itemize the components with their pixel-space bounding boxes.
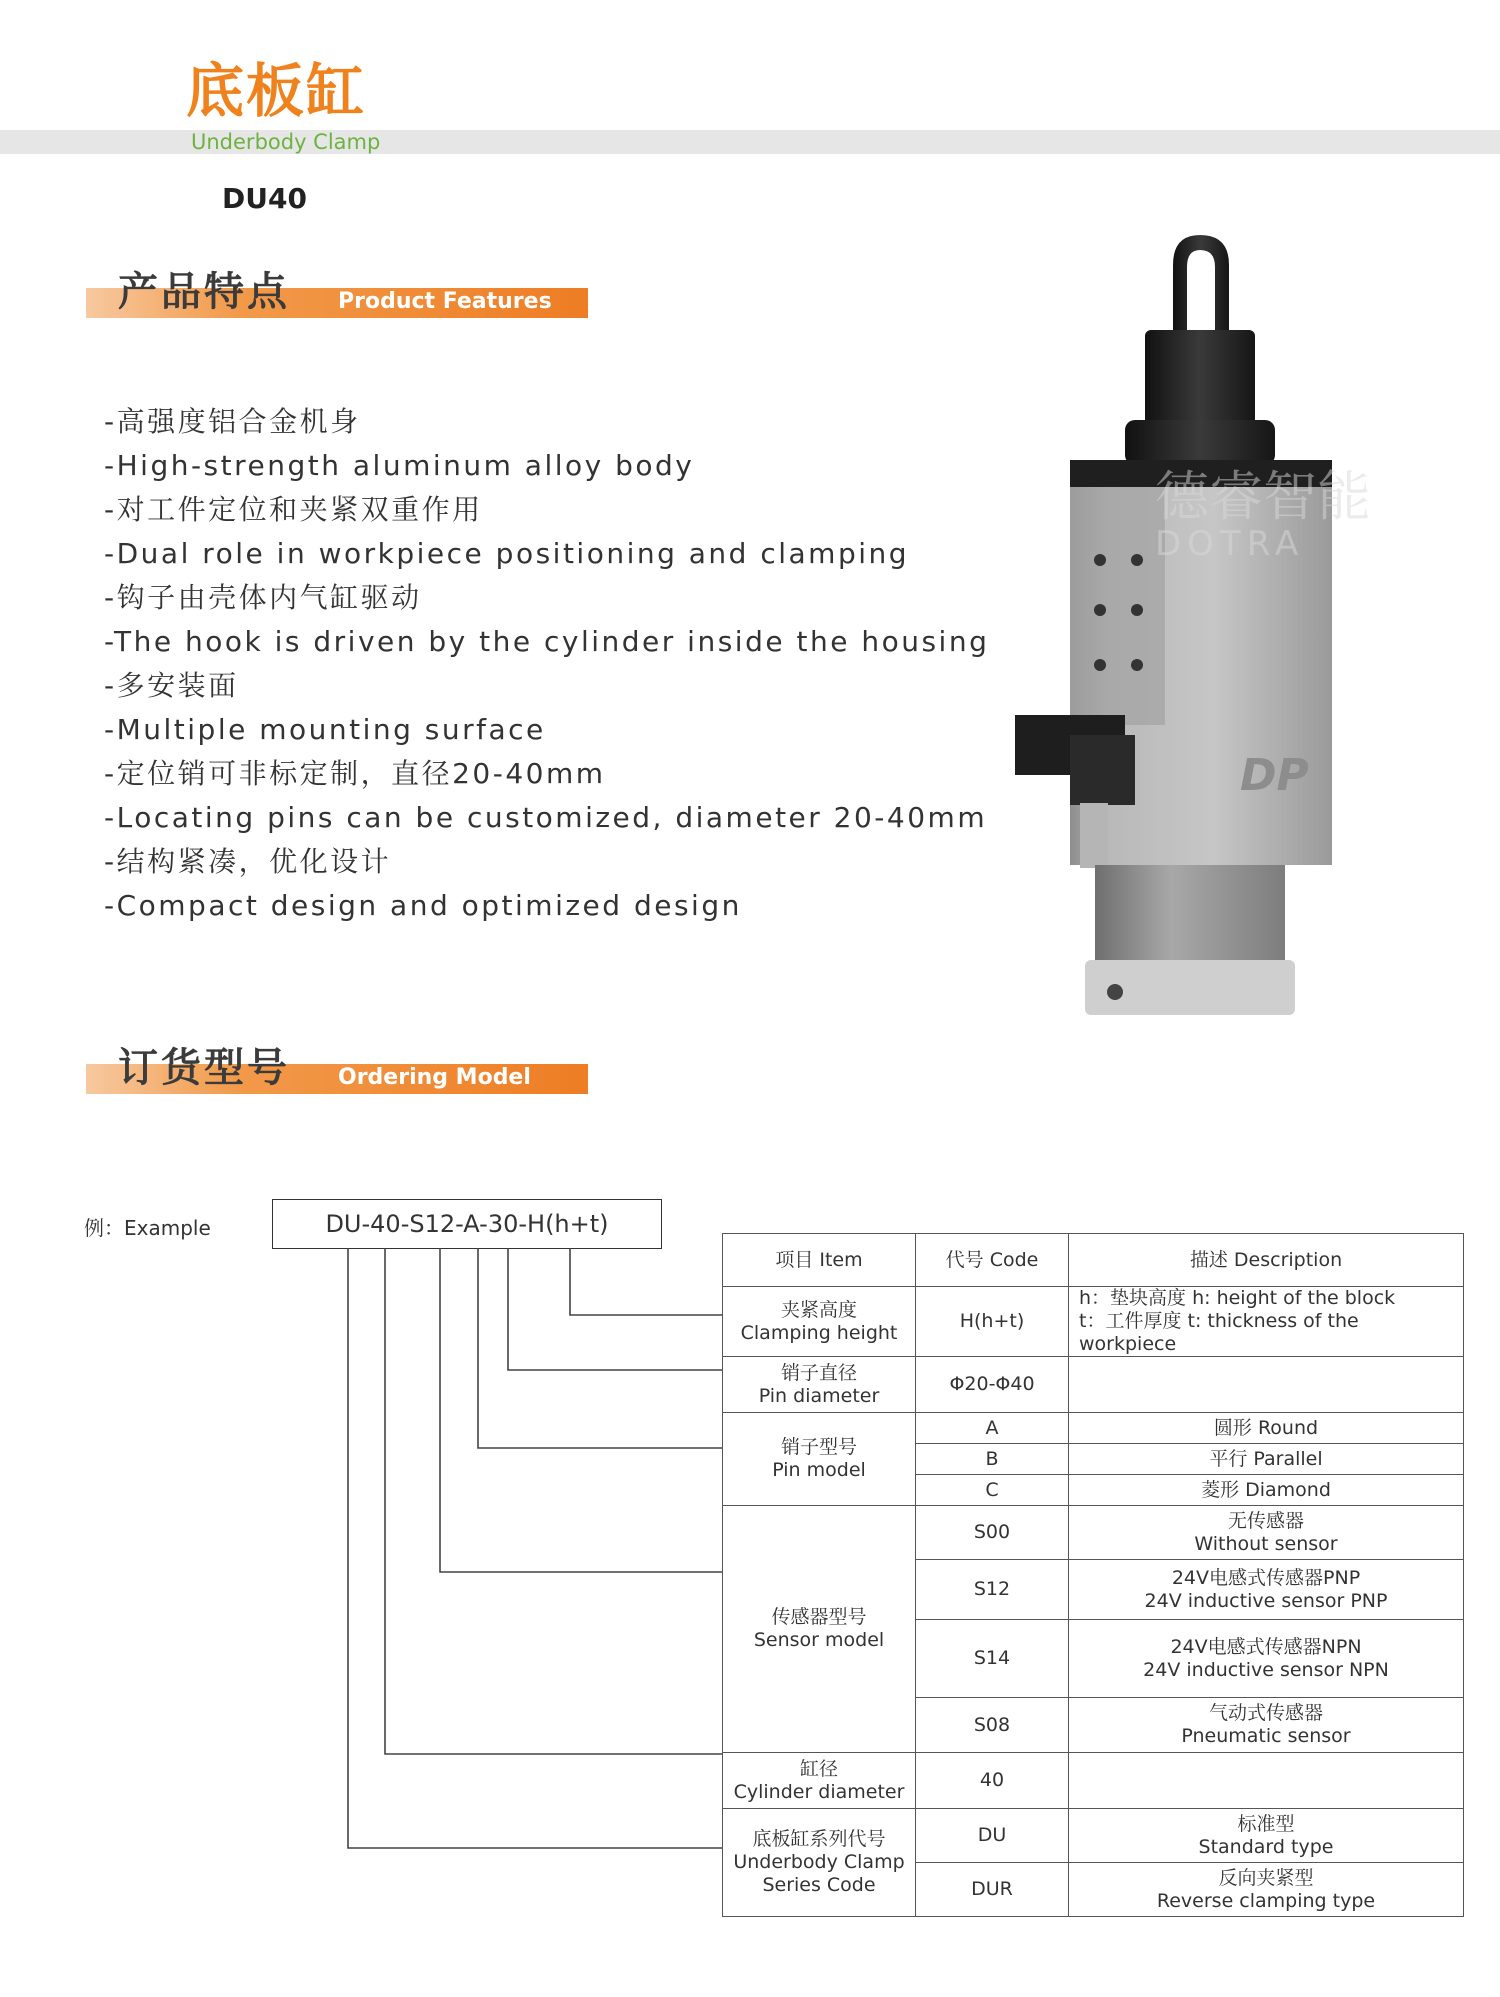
feature-item: -多安装面 [104, 669, 239, 702]
feature-item: -结构紧凑，优化设计 [104, 845, 392, 878]
svg-text:DP: DP [1240, 750, 1309, 801]
page-title: 底板缸 [186, 57, 367, 125]
connector-clamping [570, 1248, 722, 1315]
watermark-en: DOTRA [1155, 524, 1305, 564]
feature-item: -定位销可非标定制，直径20-40mm [104, 757, 606, 790]
feature-item: -The hook is driven by the cylinder inside the housing [104, 625, 990, 658]
table-row: C 菱形 Diamond [723, 1475, 1464, 1506]
feature-item: -Dual role in workpiece positioning and clamping [104, 537, 910, 570]
connector-pin-model [478, 1248, 722, 1448]
table-row: 销子型号 Pin model A 圆形 Round [723, 1413, 1464, 1444]
table-row: B 平行 Parallel [723, 1444, 1464, 1475]
features-title-en: Product Features [338, 289, 552, 314]
table-row: 缸径 Cylinder diameter 40 [723, 1753, 1464, 1809]
connector-sensor [440, 1248, 722, 1572]
table-row: S14 24V电感式传感器NPN 24V inductive sensor NPN [723, 1620, 1464, 1698]
table-row: 销子直径 Pin diameter Φ20-Φ40 [723, 1357, 1464, 1413]
watermark-cn: 德睿智能 [1155, 465, 1371, 528]
table-row: S08 气动式传感器 Pneumatic sensor [723, 1698, 1464, 1753]
header-item: 项目 Item [723, 1234, 916, 1287]
features-title-cn: 产品特点 [118, 269, 290, 315]
feature-item: -High-strength aluminum alloy body [104, 449, 695, 482]
table-row: S12 24V电感式传感器PNP 24V inductive sensor PNP [723, 1560, 1464, 1620]
model-code: DU40 [222, 182, 307, 215]
connector-series [348, 1248, 722, 1848]
table-row: 夹紧高度 Clamping height H(h+t) h：垫块高度 h: height of the block t：工件厚度 t: thickness of the workpiece [723, 1287, 1464, 1357]
feature-item: -Compact design and optimized design [104, 889, 742, 922]
table-row: 底板缸系列代号 Underbody Clamp Series Code DU 标准型 Standard type [723, 1809, 1464, 1863]
table-row: 传感器型号 Sensor model S00 无传感器 Without sensor [723, 1506, 1464, 1560]
connector-cylinder [385, 1248, 722, 1754]
feature-item: -对工件定位和夹紧双重作用 [104, 493, 483, 526]
table-row: DUR 反向夹紧型 Reverse clamping type [723, 1863, 1464, 1917]
table-header-row [723, 1234, 1464, 1287]
feature-item: -高强度铝合金机身 [104, 405, 361, 438]
feature-item: -钩子由壳体内气缸驱动 [104, 581, 422, 614]
example-label: 例：Example [84, 1216, 211, 1240]
connector-pin-diameter [508, 1248, 722, 1370]
feature-item: -Locating pins can be customized, diameter 20-40mm [104, 801, 988, 834]
example-code-box: DU-40-S12-A-30-H(h+t) [272, 1199, 662, 1249]
ordering-title-cn: 订货型号 [118, 1045, 290, 1091]
ordering-title-en: Ordering Model [338, 1065, 531, 1090]
header-desc: 描述 Description [1069, 1234, 1464, 1287]
ordering-table [722, 1233, 1464, 1917]
page-subtitle: Underbody Clamp [191, 130, 381, 154]
feature-item: -Multiple mounting surface [104, 713, 546, 746]
header-code: 代号 Code [916, 1234, 1069, 1287]
